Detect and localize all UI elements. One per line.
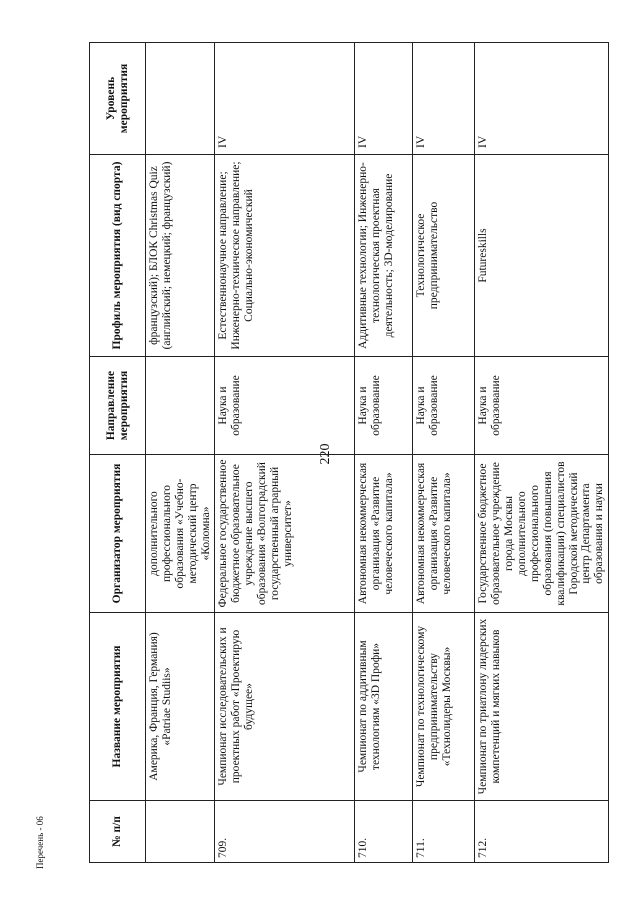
- page-number: 220: [318, 443, 333, 465]
- row-name: Чемпионат по триатлону лидерских компетенций и мягких навыков: [475, 613, 609, 801]
- row-level: [146, 43, 215, 155]
- row-profile: Технологическое предпринимательство: [413, 155, 475, 357]
- row-organizer: Автономная некоммерческая организация «Развитие человеческого капитала»: [413, 455, 475, 613]
- row-name: Чемпионат по аддитивным технологиям «3D Профи»: [355, 613, 413, 801]
- row-organizer: Федеральное государственное бюджетное образовательное учреждение высшего образования «Волгоградский государственный аграрный университет»: [215, 455, 355, 613]
- row-direction: [146, 357, 215, 455]
- header-direction: Направление мероприятия: [90, 357, 146, 455]
- table-row: [215, 43, 355, 863]
- row-direction: Наука и образование: [215, 357, 355, 455]
- row-level: IV: [355, 43, 413, 155]
- row-num: 709.: [215, 801, 355, 863]
- table-header-row: [90, 43, 146, 863]
- row-organizer: Государственное бюджетное образовательное учреждение города Москвы дополнительного профессионального образования (повышения квалификации) специалистов Городской методический центр Департамента образования и науки: [475, 455, 609, 613]
- row-num: 711.: [413, 801, 475, 863]
- row-num: 710.: [355, 801, 413, 863]
- table-row: [355, 43, 413, 863]
- row-organizer: дополнительного профессионального образования «Учебно-методический центр «Коломна»: [146, 455, 215, 613]
- row-level: IV: [475, 43, 609, 155]
- row-name: Чемпионат исследовательских и проектных работ «Проектирую будущее»: [215, 613, 355, 801]
- row-direction: Наука и образование: [475, 357, 609, 455]
- row-level: IV: [413, 43, 475, 155]
- header-profile: Профиль мероприятия (вид спорта): [90, 155, 146, 357]
- footer-note: Перечень - 06: [35, 816, 45, 869]
- row-organizer: Автономная некоммерческая организация «Развитие человеческого капитала»: [355, 455, 413, 613]
- table-row: [475, 43, 609, 863]
- row-profile: Аддитивные технологии; Инженерно-технологическая проектная деятельность; 3D-моделирование: [355, 155, 413, 357]
- header-num: № п/п: [90, 801, 146, 863]
- row-num: [146, 801, 215, 863]
- header-level: Уровень мероприятия: [90, 43, 146, 155]
- row-profile: французский); БЛОК Christmas Quiz (английский; немецкий; французский): [146, 155, 215, 357]
- row-name: Америка, Франция, Германия) «Patriae Studiis»: [146, 613, 215, 801]
- rotated-page-content: [89, 43, 606, 863]
- table-row: [413, 43, 475, 863]
- row-num: 712.: [475, 801, 609, 863]
- row-direction: Наука и образование: [413, 357, 475, 455]
- row-profile: Естественнонаучное направление; Инженерно-техническое направление; Социально-экономический: [215, 155, 355, 357]
- row-level: IV: [215, 43, 355, 155]
- header-organizer: Организатор мероприятия: [90, 455, 146, 613]
- events-table: [89, 42, 609, 863]
- row-profile: Futureskills: [475, 155, 609, 357]
- row-direction: Наука и образование: [355, 357, 413, 455]
- table-row: [146, 43, 215, 863]
- row-name: Чемпионат по технологическому предпринимательству «Технолидеры Москвы»: [413, 613, 475, 801]
- header-name: Название мероприятия: [90, 613, 146, 801]
